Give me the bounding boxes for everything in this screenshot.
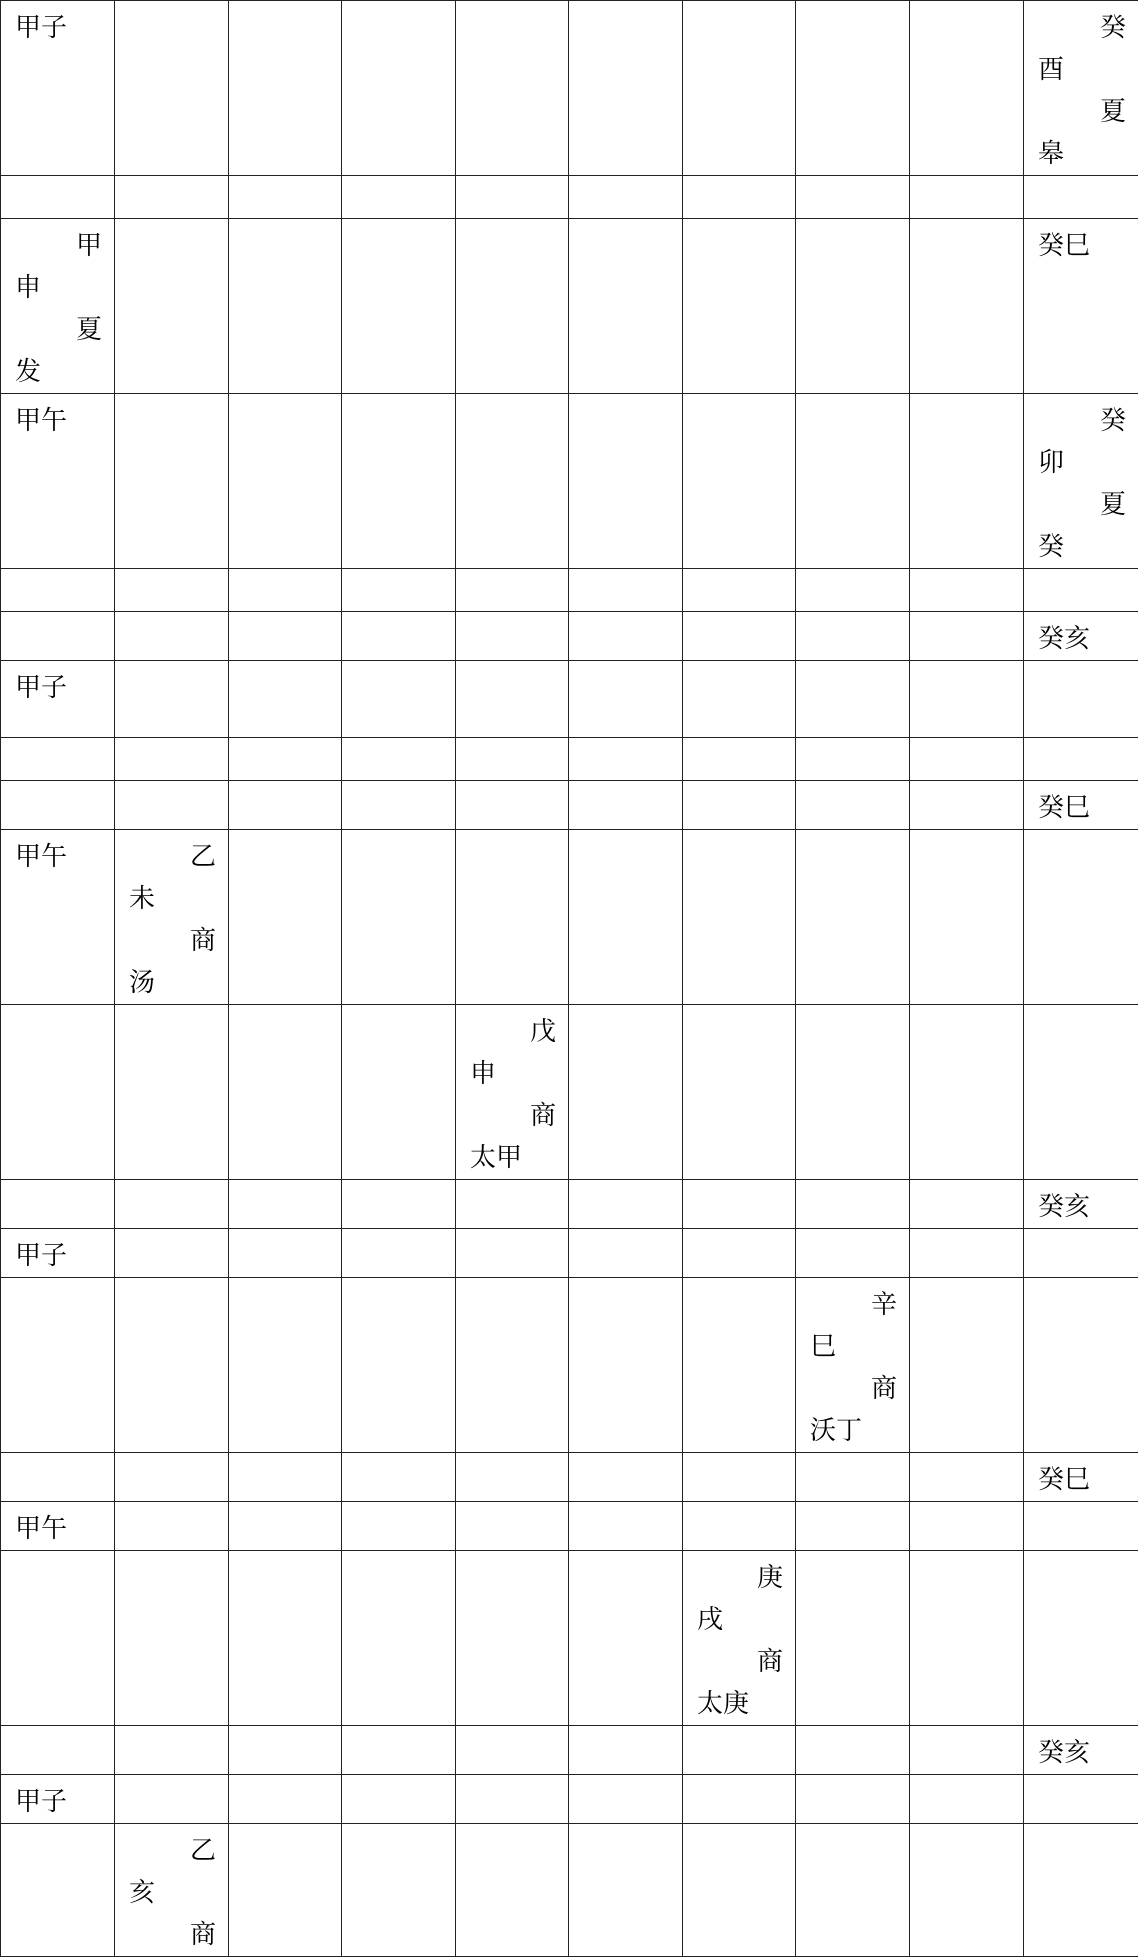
- table-cell: [456, 176, 569, 219]
- table-cell: [229, 1229, 342, 1278]
- cell-line: 夏: [1038, 484, 1126, 526]
- table-cell: [1, 738, 115, 781]
- cell-line: 癸: [1038, 526, 1126, 568]
- table-cell: [1, 612, 115, 661]
- table-cell: [796, 1551, 910, 1726]
- table-cell: [683, 569, 796, 612]
- table-cell: [229, 1005, 342, 1180]
- cell-line: 汤: [129, 962, 216, 1004]
- table-cell: [683, 1502, 796, 1551]
- table-cell: [456, 1005, 569, 1180]
- table-cell: [456, 1824, 569, 1957]
- table-cell: [796, 1502, 910, 1551]
- cell-text: [697, 1557, 783, 1725]
- cell-line: 巳: [810, 1326, 897, 1368]
- table-cell: [456, 830, 569, 1005]
- table-cell: [1, 661, 115, 738]
- table-cell: [229, 1278, 342, 1453]
- table-cell: [796, 781, 910, 830]
- table-cell: [115, 1726, 229, 1775]
- cell-text: 癸巳: [1038, 787, 1126, 829]
- table-cell: [1, 1502, 115, 1551]
- table-cell: [342, 1229, 456, 1278]
- table-cell: [910, 219, 1024, 394]
- table-cell: [1024, 1726, 1138, 1775]
- table-cell: [796, 1278, 910, 1453]
- cell-line: 发: [15, 351, 102, 393]
- table-cell: [456, 1502, 569, 1551]
- table-cell: [910, 1005, 1024, 1180]
- table-cell: [910, 738, 1024, 781]
- table-cell: [115, 394, 229, 569]
- cell-line: 申: [15, 267, 102, 309]
- table-cell: [683, 738, 796, 781]
- table-cell: [229, 612, 342, 661]
- table-cell: [569, 830, 683, 1005]
- table-cell: [342, 1551, 456, 1726]
- table-cell: [1, 1, 115, 176]
- table-cell: [683, 661, 796, 738]
- table-cell: [1, 1726, 115, 1775]
- cell-text: [129, 836, 216, 1004]
- cell-text: 癸巳: [1038, 225, 1126, 267]
- table-cell: [342, 1502, 456, 1551]
- table-cell: [229, 176, 342, 219]
- cell-line: 商: [697, 1641, 783, 1683]
- table-cell: [342, 781, 456, 830]
- cell-line: 癸: [1038, 7, 1126, 49]
- cell-line: 皋: [1038, 133, 1126, 175]
- table-cell: [1024, 1775, 1138, 1824]
- table-row: [1, 1551, 1138, 1726]
- cell-line: 卯: [1038, 442, 1126, 484]
- table-cell: [796, 1, 910, 176]
- table-row: [1, 1726, 1138, 1775]
- table-cell: [229, 1453, 342, 1502]
- cell-line: 戌: [697, 1599, 783, 1641]
- table-cell: [456, 394, 569, 569]
- table-cell: [342, 1775, 456, 1824]
- table-cell: [229, 1551, 342, 1726]
- table-cell: [456, 1551, 569, 1726]
- table-cell: [796, 830, 910, 1005]
- cell-text: [470, 1011, 556, 1179]
- table-cell: [910, 176, 1024, 219]
- cell-line: 太庚: [697, 1683, 783, 1725]
- table-cell: [115, 1775, 229, 1824]
- table-cell: [796, 569, 910, 612]
- table-cell: [115, 1, 229, 176]
- table-cell: [1, 394, 115, 569]
- table-cell: [456, 612, 569, 661]
- table-cell: [683, 1005, 796, 1180]
- table-cell: [1, 1824, 115, 1957]
- table-cell: [796, 176, 910, 219]
- table-cell: [229, 1824, 342, 1957]
- table-row: [1, 1180, 1138, 1229]
- table-cell: [683, 1775, 796, 1824]
- table-cell: [1, 1229, 115, 1278]
- cell-text: 甲子: [15, 667, 102, 709]
- table-row: [1, 1229, 1138, 1278]
- table-cell: [569, 394, 683, 569]
- table-cell: [569, 1, 683, 176]
- cell-line: 商: [129, 920, 216, 962]
- cell-text: 甲午: [15, 1508, 102, 1550]
- table-cell: [456, 1726, 569, 1775]
- table-cell: [456, 661, 569, 738]
- table-cell: [683, 176, 796, 219]
- table-cell: [229, 569, 342, 612]
- table-row: [1, 1005, 1138, 1180]
- table-cell: [796, 219, 910, 394]
- table-cell: [456, 1453, 569, 1502]
- table-cell: [456, 1775, 569, 1824]
- table-cell: [796, 1726, 910, 1775]
- table-cell: [115, 219, 229, 394]
- table-cell: [683, 612, 796, 661]
- table-cell: [342, 661, 456, 738]
- table-cell: [683, 1229, 796, 1278]
- table-cell: [796, 738, 910, 781]
- cell-line: 太甲: [470, 1137, 556, 1179]
- cell-text: [129, 1830, 216, 1956]
- table-cell: [796, 661, 910, 738]
- cell-line: 商: [129, 1914, 216, 1956]
- cell-line: 戊: [470, 1011, 556, 1053]
- table-row: [1, 738, 1138, 781]
- cell-line: 申: [470, 1053, 556, 1095]
- table-cell: [1, 781, 115, 830]
- table-cell: [910, 1551, 1024, 1726]
- table-cell: [796, 1775, 910, 1824]
- table-cell: [1024, 1551, 1138, 1726]
- table-cell: [1024, 176, 1138, 219]
- table-cell: [683, 1726, 796, 1775]
- table-cell: [456, 1, 569, 176]
- table-row: [1, 1775, 1138, 1824]
- cell-text: 癸亥: [1038, 1186, 1126, 1228]
- table-cell: [1, 219, 115, 394]
- table-cell: [342, 738, 456, 781]
- table-cell: [1024, 1229, 1138, 1278]
- table-cell: [569, 781, 683, 830]
- table-cell: [342, 1180, 456, 1229]
- table-cell: [229, 219, 342, 394]
- table-cell: [910, 781, 1024, 830]
- table-row: [1, 1, 1138, 176]
- table-cell: [115, 781, 229, 830]
- table-cell: [683, 1278, 796, 1453]
- table-row: [1, 1278, 1138, 1453]
- table-cell: [1, 1551, 115, 1726]
- table-cell: [115, 1502, 229, 1551]
- table-row: [1, 781, 1138, 830]
- table-cell: [456, 569, 569, 612]
- table-cell: [342, 1, 456, 176]
- table-cell: [569, 1278, 683, 1453]
- cell-line: 商: [810, 1368, 897, 1410]
- table-cell: [115, 1278, 229, 1453]
- cell-text: 甲午: [15, 400, 102, 442]
- table-cell: [229, 738, 342, 781]
- table-cell: [342, 1278, 456, 1453]
- table-cell: [910, 1, 1024, 176]
- table-cell: [683, 1551, 796, 1726]
- table-cell: [1024, 1453, 1138, 1502]
- cell-text: 甲午: [15, 836, 102, 878]
- table-cell: [456, 738, 569, 781]
- cell-text: 甲子: [15, 7, 102, 49]
- table-cell: [569, 219, 683, 394]
- table-cell: [683, 830, 796, 1005]
- table-cell: [1, 569, 115, 612]
- table-cell: [910, 1824, 1024, 1957]
- table-cell: [910, 830, 1024, 1005]
- table-cell: [1, 1453, 115, 1502]
- table-cell: [1, 1005, 115, 1180]
- table-cell: [229, 1502, 342, 1551]
- table-cell: [1024, 1005, 1138, 1180]
- table-cell: [796, 1005, 910, 1180]
- table-cell: [910, 1278, 1024, 1453]
- cell-line: 癸: [1038, 400, 1126, 442]
- table-cell: [342, 219, 456, 394]
- table-cell: [115, 1005, 229, 1180]
- cell-text: 甲子: [15, 1781, 102, 1823]
- table-cell: [1024, 738, 1138, 781]
- table-cell: [569, 738, 683, 781]
- table-cell: [683, 219, 796, 394]
- table-cell: [569, 1824, 683, 1957]
- table-cell: [1024, 1, 1138, 176]
- table-cell: [229, 830, 342, 1005]
- table-row: [1, 1502, 1138, 1551]
- table-cell: [683, 781, 796, 830]
- table-cell: [569, 1551, 683, 1726]
- table-cell: [569, 1005, 683, 1180]
- table-cell: [796, 394, 910, 569]
- table-cell: [115, 612, 229, 661]
- table-row: [1, 569, 1138, 612]
- table-row: [1, 394, 1138, 569]
- table-cell: [115, 1551, 229, 1726]
- table-cell: [342, 612, 456, 661]
- table-cell: [115, 661, 229, 738]
- table-cell: [1, 1775, 115, 1824]
- cell-line: 未: [129, 878, 216, 920]
- table-cell: [342, 1005, 456, 1180]
- table-cell: [342, 394, 456, 569]
- cell-line: 乙: [129, 836, 216, 878]
- table-cell: [229, 661, 342, 738]
- table-cell: [796, 1180, 910, 1229]
- table-cell: [115, 569, 229, 612]
- table-cell: [342, 1726, 456, 1775]
- cell-line: 甲: [15, 225, 102, 267]
- cell-line: 沃丁: [810, 1410, 897, 1452]
- table-cell: [1, 830, 115, 1005]
- table-cell: [115, 1453, 229, 1502]
- cell-line: 商: [470, 1095, 556, 1137]
- table-cell: [229, 1, 342, 176]
- table-cell: [456, 1229, 569, 1278]
- table-cell: [910, 1180, 1024, 1229]
- table-cell: [115, 1180, 229, 1229]
- cell-text: 甲子: [15, 1235, 102, 1277]
- table-cell: [1024, 394, 1138, 569]
- table-cell: [683, 1180, 796, 1229]
- table-cell: [115, 1229, 229, 1278]
- cell-text: 癸亥: [1038, 618, 1126, 660]
- table-cell: [229, 394, 342, 569]
- table-cell: [1024, 1278, 1138, 1453]
- table-cell: [910, 1453, 1024, 1502]
- table-cell: [456, 219, 569, 394]
- table-cell: [683, 394, 796, 569]
- table-cell: [569, 1775, 683, 1824]
- table-cell: [796, 612, 910, 661]
- table-cell: [229, 1726, 342, 1775]
- table-cell: [1024, 569, 1138, 612]
- table-cell: [1024, 1180, 1138, 1229]
- table-cell: [569, 569, 683, 612]
- table-cell: [910, 569, 1024, 612]
- table-cell: [569, 1229, 683, 1278]
- cell-line: 酉: [1038, 49, 1126, 91]
- table-cell: [796, 1824, 910, 1957]
- table-cell: [229, 781, 342, 830]
- table-cell: [569, 176, 683, 219]
- table-cell: [569, 1453, 683, 1502]
- table-cell: [1024, 1824, 1138, 1957]
- cell-line: 辛: [810, 1284, 897, 1326]
- table-cell: [796, 1453, 910, 1502]
- cell-text: [1038, 400, 1126, 568]
- table-cell: [796, 1229, 910, 1278]
- cell-text: [1038, 7, 1126, 175]
- table-cell: [1024, 830, 1138, 1005]
- cell-text: [810, 1284, 897, 1452]
- table-cell: [115, 830, 229, 1005]
- table-row: [1, 176, 1138, 219]
- cell-text: [15, 225, 102, 393]
- table-cell: [342, 830, 456, 1005]
- table-cell: [1024, 612, 1138, 661]
- table-cell: [229, 1775, 342, 1824]
- table-row: [1, 830, 1138, 1005]
- cell-line: 庚: [697, 1557, 783, 1599]
- table-cell: [910, 1229, 1024, 1278]
- cell-line: 夏: [1038, 91, 1126, 133]
- table-row: [1, 1453, 1138, 1502]
- table-row: [1, 612, 1138, 661]
- cell-text: 癸巳: [1038, 1459, 1126, 1501]
- cell-line: 夏: [15, 309, 102, 351]
- table-cell: [910, 661, 1024, 738]
- table-cell: [1, 176, 115, 219]
- table-cell: [1024, 1502, 1138, 1551]
- table-cell: [342, 176, 456, 219]
- table-cell: [456, 781, 569, 830]
- table-cell: [456, 1180, 569, 1229]
- table-cell: [569, 1502, 683, 1551]
- cell-line: 亥: [129, 1872, 216, 1914]
- table-cell: [569, 1180, 683, 1229]
- table-cell: [342, 1453, 456, 1502]
- table-cell: [910, 1502, 1024, 1551]
- table-body: [1, 1, 1138, 1957]
- cell-text: 癸亥: [1038, 1732, 1126, 1774]
- table-cell: [569, 1726, 683, 1775]
- table-cell: [115, 738, 229, 781]
- table-cell: [1024, 781, 1138, 830]
- table-cell: [1024, 661, 1138, 738]
- table-cell: [1, 1180, 115, 1229]
- table-cell: [342, 1824, 456, 1957]
- table-cell: [1024, 219, 1138, 394]
- table-cell: [683, 1, 796, 176]
- table-cell: [115, 1824, 229, 1957]
- table-row: [1, 661, 1138, 738]
- cell-line: 乙: [129, 1830, 216, 1872]
- table-cell: [683, 1824, 796, 1957]
- table-cell: [229, 1180, 342, 1229]
- table-cell: [910, 394, 1024, 569]
- table-cell: [910, 612, 1024, 661]
- table-cell: [115, 176, 229, 219]
- table-row: [1, 219, 1138, 394]
- table-cell: [910, 1726, 1024, 1775]
- table-cell: [683, 1453, 796, 1502]
- table-cell: [1, 1278, 115, 1453]
- table-cell: [569, 661, 683, 738]
- table-row: [1, 1824, 1138, 1957]
- table-cell: [569, 612, 683, 661]
- table-cell: [910, 1775, 1024, 1824]
- table-cell: [456, 1278, 569, 1453]
- table-cell: [342, 569, 456, 612]
